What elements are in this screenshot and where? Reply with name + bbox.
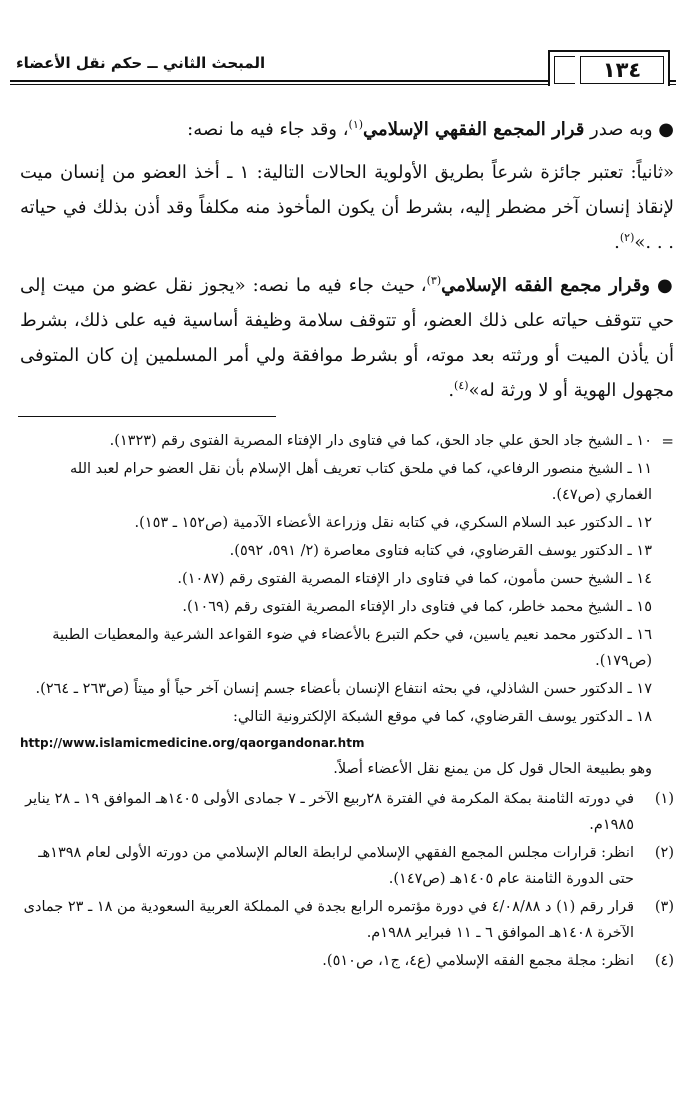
reference-item: ١٢ ـ الدكتور عبد السلام السكري، في كتابه نقل وزراعة الأعضاء الآدمية (ص١٥٢ ـ ١٥٣). bbox=[134, 515, 652, 531]
page-number: ١٣٤ bbox=[580, 56, 664, 84]
footnote-1: (١) في دورته الثامنة بمكة المكرمة في الفترة ٢٨ربيع الآخر ـ ٧ جمادى الأولى ١٤٠٥هـ الموافق ١٩ ـ ٢٨ يناير ١٩٨٥م. bbox=[20, 786, 674, 838]
footnote-4: (٤) انظر: مجلة مجمع الفقه الإسلامي (ع٤، ج١، ص٥١٠). bbox=[20, 948, 674, 974]
reference-item: ١٥ ـ الشيخ محمد خاطر، كما في فتاوى دار الإفتاء المصرية الفتوى رقم (١٠٦٩). bbox=[182, 599, 652, 615]
footnote-ref-3: (٣) bbox=[426, 274, 442, 287]
reference-item: ١٨ ـ الدكتور يوسف القرضاوي، كما في موقع الشبكة الإلكترونية التالي: bbox=[232, 709, 652, 725]
reference-item: ١١ ـ الشيخ منصور الرفاعي، كما في ملحق كتاب تعريف أهل الإسلام بأن نقل العضو حرام لعبد الله الغماري (ص٤٧). bbox=[70, 461, 652, 503]
reference-item: ١٦ ـ الدكتور محمد نعيم ياسين، في حكم التبرع بالأعضاء في ضوء القواعد الشرعية والمعطيات الطبية (ص١٧٩). bbox=[52, 627, 652, 669]
page-number-frame bbox=[548, 50, 670, 86]
reference-conclusion: وهو بطبيعة الحال قول كل من يمنع نقل الأعضاء أصلاً. bbox=[333, 761, 652, 777]
fiqh-academy-decision-title: وقرار مجمع الفقه الإسلامي bbox=[441, 275, 650, 296]
footnote-marker: (٢) bbox=[654, 845, 674, 861]
continuation-mark: = bbox=[661, 432, 674, 450]
main-text bbox=[20, 112, 674, 416]
footnote-list bbox=[20, 786, 674, 974]
reference-item: ١٤ ـ الشيخ حسن مأمون، كما في فتاوى دار الإفتاء المصرية الفتوى رقم (١٠٨٧). bbox=[177, 571, 652, 587]
footnotes bbox=[20, 428, 674, 976]
reference-item: ١٣ ـ الدكتور يوسف القرضاوي، في كتابه فتاوى معاصرة (٢/ ٥٩١، ٥٩٢). bbox=[229, 543, 652, 559]
running-title: المبحث الثاني ــ حكم نقل الأعضاء bbox=[16, 54, 266, 72]
paragraph-3: ● وقرار مجمع الفقه الإسلامي$^{(٣)}$، حيث جاء فيه ما نصه: «يجوز نقل عضو من ميت إلى حي تتوقف حياته على ذلك العضو، أو تتوقف سلامة وظيفة أساسية فيه على ذلك، بشرط أن يأذن الميت أو ورثته بعد موته، أو بشرط موافقة ولي أمر المسلمين إن كان المتوفى مجهول الهوية أو لا ورثة له»$^{(٤)}$. bbox=[20, 274, 674, 401]
page-number-tab-decoration bbox=[554, 56, 575, 84]
reference-item: ١٠ ـ الشيخ جاد الحق علي جاد الحق، كما في فتاوى دار الإفتاء المصرية الفتوى رقم (١٣٢٣). bbox=[109, 433, 652, 449]
footnote-ref-4: (٤) bbox=[454, 379, 469, 392]
reference-item: ١٧ ـ الدكتور حسن الشاذلي، في بحثه انتفاع الإنسان بأعضاء جسم إنسان آخر حياً أو ميتاً (ص٢٦٣ ـ ٢٦٤). bbox=[35, 681, 652, 697]
footnote-ref-2: (٢) bbox=[619, 231, 635, 244]
footnote-marker: (١) bbox=[654, 791, 674, 807]
footnote-3: (٣) قرار رقم (١) د ٤/٠٨/٨٨ في دورة مؤتمره الرابع بجدة في المملكة العربية السعودية من ١٨ ـ ٢٣ جمادى الآخرة ١٤٠٨هـ الموافق ٦ ـ ١١ فبراير ١٩٨٨م. bbox=[20, 894, 674, 946]
academy-decision-title: قرار المجمع الفقهي الإسلامي bbox=[363, 119, 585, 140]
footnote-separator bbox=[18, 416, 276, 417]
paragraph-1: ● وبه صدر قرار المجمع الفقهي الإسلامي$^{(١)}$، وقد جاء فيه ما نصه: bbox=[187, 118, 674, 140]
footnote-marker: (٣) bbox=[654, 899, 674, 915]
page-header bbox=[10, 50, 676, 94]
paragraph-2-quote: «ثانياً: تعتبر جائزة شرعاً بطريق الأولوية الحالات التالية: ١ ـ أخذ العضو من إنسان ميت لإنقاذ إنسان آخر مضطر إليه، بشرط أن يكون المأخوذ منه مكلفاً وقد أذن بذلك في حياته . . .»$^{(٢)}$. bbox=[20, 162, 674, 253]
footnote-2: (٢) انظر: قرارات مجلس المجمع الفقهي الإسلامي لرابطة العالم الإسلامي من دورته الأولى لعام ١٣٩٨هـ حتى الدورة الثامنة عام ١٤٠٥هـ (ص١٤٧). bbox=[20, 840, 674, 892]
continued-reference-list bbox=[20, 428, 674, 782]
bullet-icon: ● bbox=[657, 275, 674, 296]
footnote-ref-1: (١) bbox=[348, 118, 364, 131]
reference-url: http://www.islamicmedicine.org/qaorgandonar.htm bbox=[20, 736, 365, 750]
bullet-icon: ● bbox=[658, 119, 674, 140]
footnote-marker: (٤) bbox=[654, 953, 674, 969]
